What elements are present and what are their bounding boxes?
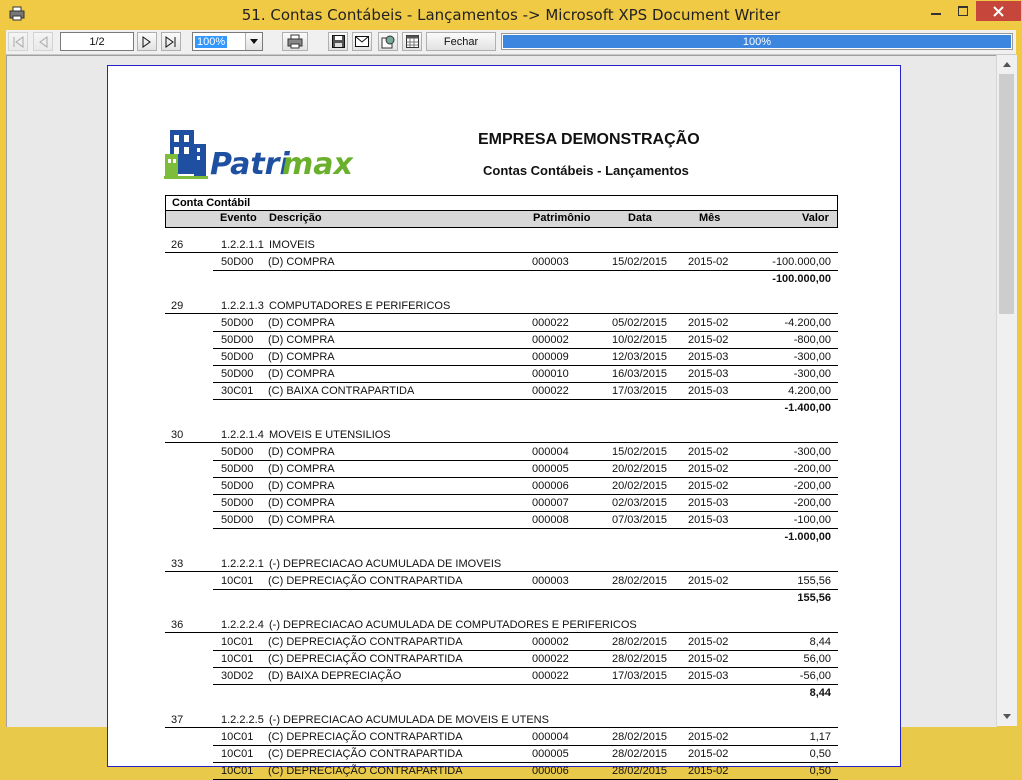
viewer-toolbar xyxy=(6,30,1016,55)
col-patrimonio: Patrimônio xyxy=(533,212,591,224)
cell-valor: -300,00 xyxy=(793,351,831,363)
cell-mes: 2015-03 xyxy=(688,497,729,509)
cell-patrimonio: 000003 xyxy=(532,256,569,268)
account-name: MOVEIS E UTENSILIOS xyxy=(269,429,391,441)
table-row xyxy=(213,728,838,746)
cell-evento: 50D00 xyxy=(221,368,254,380)
cell-patrimonio: 000002 xyxy=(532,334,569,346)
cell-mes: 2015-02 xyxy=(688,446,729,458)
minimize-icon xyxy=(931,6,941,16)
previous-page-icon xyxy=(37,36,49,48)
cell-patrimonio: 000004 xyxy=(532,446,569,458)
cell-evento: 50D00 xyxy=(221,351,254,363)
cell-data: 28/02/2015 xyxy=(612,575,668,587)
zoom-value: 100% xyxy=(197,35,226,48)
next-page-button[interactable] xyxy=(137,32,157,51)
cell-descricao: (D) COMPRA xyxy=(268,514,335,526)
col-evento: Evento xyxy=(220,212,257,224)
cell-evento: 50D00 xyxy=(221,256,254,268)
scroll-thumb[interactable] xyxy=(999,74,1014,314)
cell-valor: 4.200,00 xyxy=(788,385,831,397)
account-total-row xyxy=(165,270,838,287)
first-page-icon xyxy=(12,36,24,48)
cell-descricao: (C) DEPRECIAÇÃO CONTRAPARTIDA xyxy=(268,575,463,587)
printer-icon xyxy=(287,35,303,49)
account-row xyxy=(165,616,838,633)
cell-mes: 2015-03 xyxy=(688,670,729,682)
window-title: 51. Contas Contábeis - Lançamentos -> Microsoft XPS Document Writer xyxy=(241,6,781,24)
table-row xyxy=(213,762,838,780)
cell-data: 17/03/2015 xyxy=(612,670,668,682)
table-row xyxy=(213,633,838,651)
cell-data: 20/02/2015 xyxy=(612,463,668,475)
cell-mes: 2015-03 xyxy=(688,514,729,526)
cell-mes: 2015-02 xyxy=(688,463,729,475)
cell-patrimonio: 000022 xyxy=(532,653,569,665)
col-valor: Valor xyxy=(802,212,829,224)
account-id: 30 xyxy=(171,429,184,441)
cell-data: 07/03/2015 xyxy=(612,514,668,526)
cell-patrimonio: 000002 xyxy=(532,636,569,648)
table-row xyxy=(213,348,838,366)
account-code: 1.2.2.2.5 xyxy=(221,714,264,726)
cell-descricao: (D) COMPRA xyxy=(268,256,335,268)
table-row xyxy=(213,745,838,763)
cell-mes: 2015-02 xyxy=(688,317,729,329)
cell-valor: 1,17 xyxy=(809,731,831,743)
cell-descricao: (D) COMPRA xyxy=(268,351,335,363)
cell-descricao: (D) COMPRA xyxy=(268,334,335,346)
cell-valor: -800,00 xyxy=(793,334,831,346)
cell-evento: 50D00 xyxy=(221,497,254,509)
cell-patrimonio: 000010 xyxy=(532,368,569,380)
vertical-scrollbar[interactable] xyxy=(996,55,1017,726)
cell-valor: -100.000,00 xyxy=(772,256,831,268)
table-row xyxy=(213,331,838,349)
account-row xyxy=(165,236,838,253)
last-page-button[interactable] xyxy=(161,32,181,51)
cell-valor: 0,50 xyxy=(809,748,831,760)
account-id: 36 xyxy=(171,619,184,631)
cell-patrimonio: 000007 xyxy=(532,497,569,509)
cell-evento: 50D00 xyxy=(221,480,254,492)
first-page-button[interactable] xyxy=(8,32,28,51)
cell-descricao: (D) COMPRA xyxy=(268,480,335,492)
cell-mes: 2015-02 xyxy=(688,636,729,648)
cell-descricao: (D) COMPRA xyxy=(268,497,335,509)
cell-valor: -100,00 xyxy=(793,514,831,526)
title-bar xyxy=(0,0,1022,30)
cell-evento: 10C01 xyxy=(221,765,254,777)
account-code: 1.2.2.1.3 xyxy=(221,300,264,312)
page-number-field[interactable]: 1/2 xyxy=(60,32,134,51)
cell-patrimonio: 000003 xyxy=(532,575,569,587)
cell-evento: 10C01 xyxy=(221,731,254,743)
print-button[interactable] xyxy=(282,32,308,51)
cell-data: 05/02/2015 xyxy=(612,317,668,329)
cell-descricao: (D) COMPRA xyxy=(268,463,335,475)
cell-patrimonio: 000005 xyxy=(532,463,569,475)
cell-data: 28/02/2015 xyxy=(612,765,668,777)
cell-evento: 50D00 xyxy=(221,463,254,475)
cell-patrimonio: 000022 xyxy=(532,317,569,329)
cell-valor: 0,50 xyxy=(809,765,831,777)
cell-patrimonio: 000022 xyxy=(532,670,569,682)
table-row xyxy=(213,460,838,478)
table-row xyxy=(213,494,838,512)
cell-data: 20/02/2015 xyxy=(612,480,668,492)
account-row xyxy=(165,426,838,443)
cell-patrimonio: 000008 xyxy=(532,514,569,526)
document-viewer[interactable] xyxy=(6,55,997,777)
account-row xyxy=(165,297,838,314)
cell-valor: -300,00 xyxy=(793,446,831,458)
table-row xyxy=(213,253,838,271)
cell-valor: -200,00 xyxy=(793,463,831,475)
report-title: Contas Contábeis - Lançamentos xyxy=(483,163,689,178)
cell-data: 15/02/2015 xyxy=(612,256,668,268)
cell-descricao: (D) COMPRA xyxy=(268,446,335,458)
cell-valor: -200,00 xyxy=(793,497,831,509)
zoom-select[interactable] xyxy=(192,32,263,51)
maximize-button[interactable] xyxy=(949,1,976,21)
table-row xyxy=(213,511,838,529)
cell-patrimonio: 000005 xyxy=(532,748,569,760)
cell-data: 02/03/2015 xyxy=(612,497,668,509)
account-id: 33 xyxy=(171,558,184,570)
report-page xyxy=(107,65,901,777)
export-button[interactable] xyxy=(378,32,398,51)
column-header-row xyxy=(165,210,838,228)
cell-descricao: (C) DEPRECIAÇÃO CONTRAPARTIDA xyxy=(268,653,463,665)
cell-evento: 10C01 xyxy=(221,636,254,648)
cell-descricao: (C) DEPRECIAÇÃO CONTRAPARTIDA xyxy=(268,731,463,743)
cell-data: 15/02/2015 xyxy=(612,446,668,458)
account-id: 26 xyxy=(171,239,184,251)
progress-bar xyxy=(501,33,1013,50)
account-total-row xyxy=(165,399,838,416)
chevron-down-icon xyxy=(245,33,262,50)
cell-valor: 8,44 xyxy=(809,636,831,648)
cell-valor: -56,00 xyxy=(799,670,831,682)
svg-text:Patri: Patri xyxy=(210,147,290,182)
cell-data: 12/03/2015 xyxy=(612,351,668,363)
col-mes: Mês xyxy=(699,212,721,224)
cell-patrimonio: 000022 xyxy=(532,385,569,397)
account-total: -1.400,00 xyxy=(784,402,831,414)
cell-mes: 2015-03 xyxy=(688,385,729,397)
previous-page-button[interactable] xyxy=(33,32,53,51)
cell-data: 28/02/2015 xyxy=(612,731,668,743)
last-page-icon xyxy=(165,36,177,48)
email-button[interactable] xyxy=(352,32,372,51)
patrimax-logo xyxy=(164,126,353,188)
table-row xyxy=(213,382,838,400)
account-code: 1.2.2.1.1 xyxy=(221,239,264,251)
account-total-row xyxy=(165,528,838,545)
cell-mes: 2015-02 xyxy=(688,731,729,743)
cell-descricao: (D) BAIXA DEPRECIAÇÃO xyxy=(268,670,402,682)
envelope-icon xyxy=(355,36,369,47)
cell-patrimonio: 000006 xyxy=(532,765,569,777)
account-code: 1.2.2.1.4 xyxy=(221,429,264,441)
svg-text:max: max xyxy=(282,147,353,182)
account-row xyxy=(165,711,838,728)
floppy-disk-icon xyxy=(332,35,345,48)
maximize-icon xyxy=(958,6,968,16)
close-window-button[interactable] xyxy=(976,1,1021,21)
table-row xyxy=(213,314,838,332)
cell-evento: 50D00 xyxy=(221,514,254,526)
table-row xyxy=(213,667,838,685)
account-id: 29 xyxy=(171,300,184,312)
cell-valor: -300,00 xyxy=(793,368,831,380)
table-row xyxy=(213,477,838,495)
cell-descricao: (D) COMPRA xyxy=(268,317,335,329)
account-id: 37 xyxy=(171,714,184,726)
cell-descricao: (D) COMPRA xyxy=(268,368,335,380)
close-icon xyxy=(993,6,1004,17)
cell-data: 28/02/2015 xyxy=(612,748,668,760)
scroll-up-icon[interactable] xyxy=(997,56,1017,73)
company-name: EMPRESA DEMONSTRAÇÃO xyxy=(478,131,700,148)
export-icon xyxy=(381,35,395,49)
cell-data: 28/02/2015 xyxy=(612,636,668,648)
account-name: IMOVEIS xyxy=(269,239,315,251)
cell-mes: 2015-02 xyxy=(688,480,729,492)
col-descricao: Descrição xyxy=(269,212,322,224)
account-total: 155,56 xyxy=(797,592,831,604)
account-name: (-) DEPRECIACAO ACUMULADA DE COMPUTADORES E PERIFERICOS xyxy=(269,619,637,631)
cell-data: 16/03/2015 xyxy=(612,368,668,380)
cell-evento: 10C01 xyxy=(221,575,254,587)
cell-mes: 2015-02 xyxy=(688,748,729,760)
table-row xyxy=(213,650,838,668)
cell-data: 17/03/2015 xyxy=(612,385,668,397)
cell-mes: 2015-02 xyxy=(688,575,729,587)
account-code: 1.2.2.2.1 xyxy=(221,558,264,570)
cell-evento: 50D00 xyxy=(221,446,254,458)
account-name: COMPUTADORES E PERIFERICOS xyxy=(269,300,451,312)
cell-mes: 2015-02 xyxy=(688,765,729,777)
cell-patrimonio: 000006 xyxy=(532,480,569,492)
cell-valor: -4.200,00 xyxy=(784,317,831,329)
calendar-button[interactable] xyxy=(402,32,422,51)
cell-valor: 56,00 xyxy=(803,653,831,665)
account-name: (-) DEPRECIACAO ACUMULADA DE IMOVEIS xyxy=(269,558,502,570)
progress-fill: 100% xyxy=(503,35,1011,48)
next-page-icon xyxy=(141,36,153,48)
cell-evento: 30D02 xyxy=(221,670,254,682)
scroll-down-icon[interactable] xyxy=(997,708,1017,725)
account-code: 1.2.2.2.4 xyxy=(221,619,264,631)
cell-valor: 155,56 xyxy=(797,575,831,587)
cell-evento: 10C01 xyxy=(221,748,254,760)
account-total: 8,44 xyxy=(809,687,831,699)
table-row xyxy=(213,365,838,383)
cell-evento: 10C01 xyxy=(221,653,254,665)
calendar-icon xyxy=(406,35,419,48)
cell-descricao: (C) DEPRECIAÇÃO CONTRAPARTIDA xyxy=(268,765,463,777)
save-button[interactable] xyxy=(328,32,348,51)
cell-evento: 50D00 xyxy=(221,334,254,346)
cell-patrimonio: 000009 xyxy=(532,351,569,363)
cell-mes: 2015-03 xyxy=(688,368,729,380)
cell-evento: 50D00 xyxy=(221,317,254,329)
cell-descricao: (C) DEPRECIAÇÃO CONTRAPARTIDA xyxy=(268,636,463,648)
table-row xyxy=(213,443,838,461)
cell-evento: 30C01 xyxy=(221,385,254,397)
cell-data: 28/02/2015 xyxy=(612,653,668,665)
account-name: (-) DEPRECIACAO ACUMULADA DE MOVEIS E UTENS xyxy=(269,714,549,726)
minimize-button[interactable] xyxy=(922,1,949,21)
cell-mes: 2015-03 xyxy=(688,351,729,363)
account-total-row xyxy=(165,589,838,606)
cell-descricao: (C) DEPRECIAÇÃO CONTRAPARTIDA xyxy=(268,748,463,760)
account-total: -100.000,00 xyxy=(772,273,831,285)
cell-mes: 2015-02 xyxy=(688,334,729,346)
cell-patrimonio: 000004 xyxy=(532,731,569,743)
account-total: -1.000,00 xyxy=(784,531,831,543)
cell-data: 10/02/2015 xyxy=(612,334,668,346)
cell-mes: 2015-02 xyxy=(688,653,729,665)
cell-mes: 2015-02 xyxy=(688,256,729,268)
account-group-header xyxy=(165,195,838,210)
account-total-row xyxy=(165,684,838,701)
account-row xyxy=(165,555,838,572)
account-group-label: Conta Contábil xyxy=(172,197,251,209)
cell-descricao: (C) BAIXA CONTRAPARTIDA xyxy=(268,385,415,397)
col-data: Data xyxy=(628,212,652,224)
cell-valor: -200,00 xyxy=(793,480,831,492)
close-report-button[interactable]: Fechar xyxy=(426,32,496,51)
table-row xyxy=(213,572,838,590)
